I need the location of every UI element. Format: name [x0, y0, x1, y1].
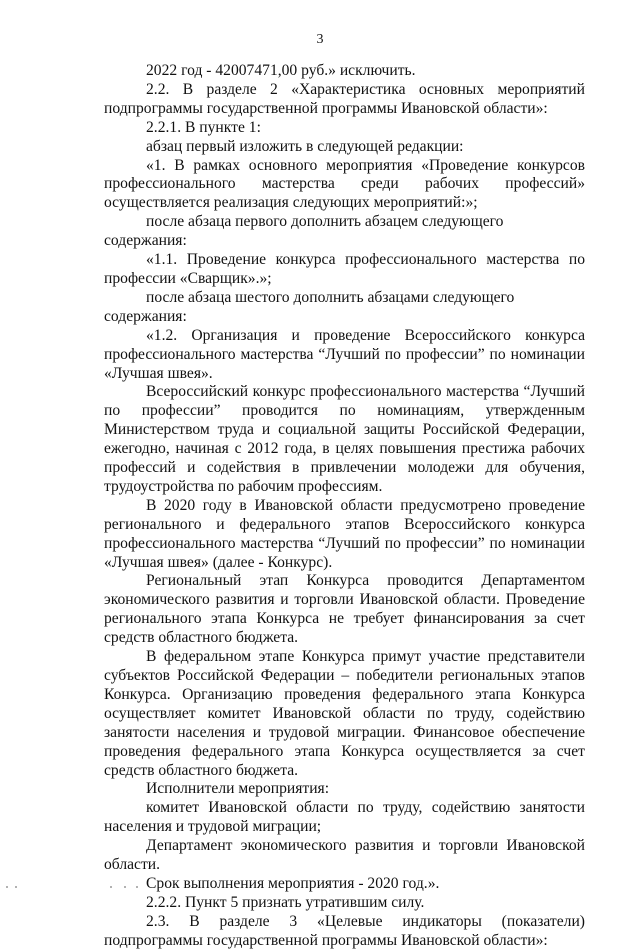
paragraph-2: 2.2. В разделе 2 «Характеристика основных мероприятий подпрограммы государственной программы Ивановской области»:	[104, 80, 585, 117]
paragraph-6: после абзаца первого дополнить абзацем следующего содержания:	[104, 213, 504, 250]
paragraph-10: Всероссийский конкурс профессионального мастерства “Лучший по профессии” проводится по номинациям, утвержденным Министерством труда и социальной защиты Российской Федерации, ежегодно, начиная с 2012 года, в целях повышения престижа рабочих профессий и содействия в привлечении молодежи для обучения, трудоустройства по рабочим профессиям.	[104, 383, 585, 495]
paragraph-13: В федеральном этапе Конкурса примут участие представители субъектов Российской Федерации – победители региональных этапов Конкурса. Организацию проведения федерального этапа Конкурса осуществляет комитет Ивановской области по труду, содействию занятости населения и трудовой миграции. Финансовое обеспечение проведения федерального этапа Конкурса осуществляется за счет средств областного бюджета.	[104, 648, 585, 779]
paragraph-12: Региональный этап Конкурса проводится Департаментом экономического развития и торговли Ивановской области. Проведение регионального этапа Конкурса не требует финансирования за счет средств областного бюджета.	[104, 572, 585, 647]
paragraph-17: Срок выполнения мероприятия - 2020 год.».	[146, 874, 440, 892]
scan-dot	[136, 886, 138, 888]
paragraph-9: «1.2. Организация и проведение Всероссийского конкурса профессионального мастерства “Лучший по профессии” по номинации «Лучшая швея».	[104, 326, 585, 382]
paragraph-8: после абзаца шестого дополнить абзацами следующего содержания:	[104, 288, 515, 325]
paragraph-7: «1.1. Проведение конкурса профессионального мастерства по профессии «Сварщик».»;	[104, 251, 585, 287]
paragraph-4: абзац первый изложить в следующей редакции:	[146, 137, 464, 155]
paragraph-14: Исполнители мероприятия:	[146, 780, 330, 798]
paragraph-16: Департамент экономического развития и торговли Ивановской области.	[104, 837, 585, 874]
paragraph-3: 2.2.1. В пункте 1:	[146, 118, 261, 136]
scan-dot	[124, 886, 126, 888]
paragraph-18: 2.2.2. Пункт 5 признать утратившим силу.	[146, 893, 425, 911]
paragraph-19: 2.3. В разделе 3 «Целевые индикаторы (показатели) подпрограммы государственной программы Ивановской области»:	[104, 912, 585, 949]
scan-noise-marks	[6, 886, 146, 892]
scan-dot	[15, 886, 17, 888]
scan-dot	[6, 886, 8, 888]
paragraph-15: комитет Ивановской области по труду, содействию занятости населения и трудовой миграции;	[104, 799, 585, 836]
paragraph-5: «1. В рамках основного мероприятия «Проведение конкурсов профессионального мастерства среди рабочих профессий» осуществляется реализация следующих мероприятий:»;	[104, 156, 585, 212]
document-body	[104, 62, 585, 951]
scan-dot	[110, 886, 112, 888]
paragraph-1: 2022 год - 42007471,00 руб.» исключить.	[146, 62, 416, 79]
page-number: 3	[316, 32, 324, 47]
paragraph-11: В 2020 году в Ивановской области предусмотрено проведение регионального и федерального этапов Всероссийского конкурса профессионального мастерства “Лучший по профессии” по номинации «Лучшая швея» (далее - Конкурс).	[104, 496, 585, 571]
